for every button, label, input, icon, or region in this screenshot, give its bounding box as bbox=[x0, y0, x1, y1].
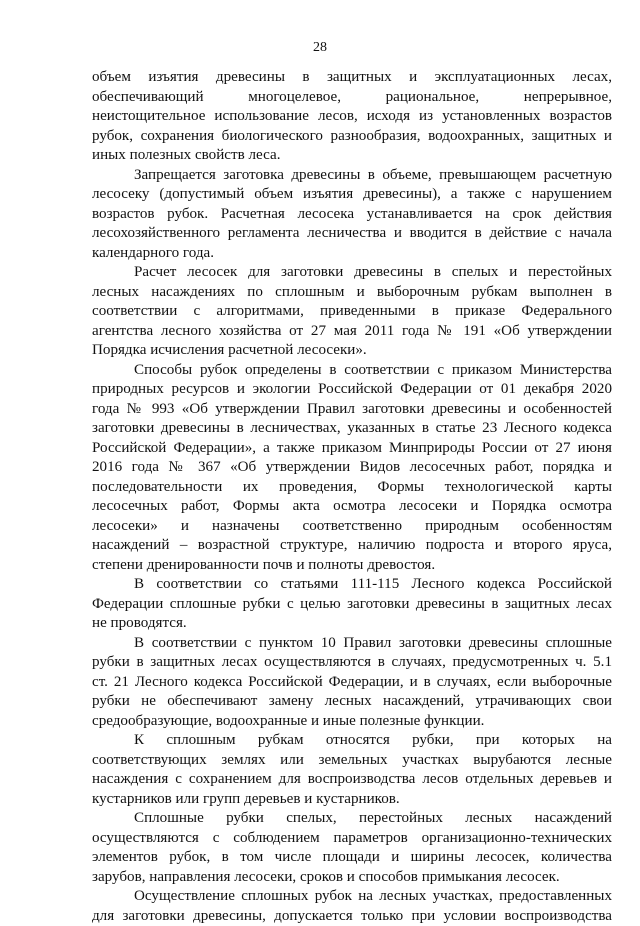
text-line: агентства лесного хозяйства от 27 мая 2011 года № 191 «Об утверждении bbox=[92, 322, 612, 342]
text-line: года № 993 «Об утверждении Правил заготовки древесины и особенностей bbox=[92, 400, 612, 420]
text-line: Осуществление сплошных рубок на лесных участках, предоставленных bbox=[92, 887, 612, 907]
paragraph bbox=[92, 575, 612, 634]
text-line: календарного года. bbox=[92, 244, 612, 264]
paragraph bbox=[92, 634, 612, 732]
paragraph bbox=[92, 887, 612, 926]
text-line: рубки не обеспечивают замену лесных насаждений, утрачивающих свои bbox=[92, 692, 612, 712]
text-line: лесосечных работ, Формы акта осмотра лесосеки и Порядка осмотра bbox=[92, 497, 612, 517]
text-line: Способы рубок определены в соответствии с приказом Министерства bbox=[92, 361, 612, 381]
text-line: Сплошные рубки спелых, перестойных лесных насаждений bbox=[92, 809, 612, 829]
text-line: ст. 21 Лесного кодекса Российской Федерации, и в случаях, если выборочные bbox=[92, 673, 612, 693]
text-line: иных полезных свойств леса. bbox=[92, 146, 612, 166]
text-line: лесосеки» и назначены соответственно природным особенностям bbox=[92, 517, 612, 537]
paragraph bbox=[92, 809, 612, 887]
paragraph bbox=[92, 361, 612, 576]
paragraph bbox=[92, 263, 612, 361]
text-line: средообразующие, водоохранные и иные полезные функции. bbox=[92, 712, 612, 732]
text-line: возрастов рубок. Расчетная лесосека устанавливается на срок действия bbox=[92, 205, 612, 225]
text-line: заготовки древесины в лесничествах, указанных в статье 23 Лесного кодекса bbox=[92, 419, 612, 439]
text-line: В соответствии с пунктом 10 Правил заготовки древесины сплошные bbox=[92, 634, 612, 654]
text-line: неистощительное использование лесов, исходя из установленных возрастов bbox=[92, 107, 612, 127]
text-line: рубки в защитных лесах осуществляются в случаях, предусмотренных ч. 5.1 bbox=[92, 653, 612, 673]
text-line: для заготовки древесины, допускается только при условии воспроизводства bbox=[92, 907, 612, 926]
paragraph bbox=[92, 731, 612, 809]
text-line: обеспечивающий многоцелевое, рациональное, непрерывное, bbox=[92, 88, 612, 108]
text-line: Порядка исчисления расчетной лесосеки». bbox=[92, 341, 612, 361]
text-line: насаждения с сохранением для воспроизводства лесов отдельных деревьев и bbox=[92, 770, 612, 790]
text-line: лесохозяйственного регламента лесничества и вводится в действие с начала bbox=[92, 224, 612, 244]
text-line: К сплошным рубкам относятся рубки, при которых на bbox=[92, 731, 612, 751]
text-line: 2016 года № 367 «Об утверждении Видов лесосечных работ, порядка и bbox=[92, 458, 612, 478]
text-line: не проводятся. bbox=[92, 614, 612, 634]
text-line: Российской Федерации», а также приказом Минприроды России от 27 июня bbox=[92, 439, 612, 459]
text-line: степени дренированности почв и полноты древостоя. bbox=[92, 556, 612, 576]
text-line: Расчет лесосек для заготовки древесины в спелых и перестойных bbox=[92, 263, 612, 283]
text-line: объем изъятия древесины в защитных и эксплуатационных лесах, bbox=[92, 68, 612, 88]
page-number: 28 bbox=[0, 40, 640, 56]
text-line: зарубов, направления лесосеки, сроков и способов примыкания лесосек. bbox=[92, 868, 612, 888]
text-line: лесных насаждениях по сплошным и выборочным рубкам выполнен в bbox=[92, 283, 612, 303]
text-line: последовательности их проведения, Формы технологической карты bbox=[92, 478, 612, 498]
text-line: элементов рубок, в том числе площади и ширины лесосек, количества bbox=[92, 848, 612, 868]
text-line: насаждений – возрастной структуре, наличию подроста и второго яруса, bbox=[92, 536, 612, 556]
paragraph bbox=[92, 68, 612, 166]
document-body bbox=[92, 68, 612, 926]
text-line: Федерации сплошные рубки с целью заготовки древесины в защитных лесах bbox=[92, 595, 612, 615]
paragraph bbox=[92, 166, 612, 264]
text-line: соответствующих землях или земельных участках вырубаются лесные bbox=[92, 751, 612, 771]
text-line: Запрещается заготовка древесины в объеме, превышающем расчетную bbox=[92, 166, 612, 186]
text-line: В соответствии со статьями 111-115 Лесного кодекса Российской bbox=[92, 575, 612, 595]
text-line: рубок, сохранения биологического разнообразия, водоохранных, защитных и bbox=[92, 127, 612, 147]
text-line: осуществляются с соблюдением параметров организационно-технических bbox=[92, 829, 612, 849]
text-line: лесосеку (допустимый объем изъятия древесины), а также с нарушением bbox=[92, 185, 612, 205]
text-line: кустарников или групп деревьев и кустарников. bbox=[92, 790, 612, 810]
text-line: природных ресурсов и экологии Российской Федерации от 01 декабря 2020 bbox=[92, 380, 612, 400]
text-line: соответствии с алгоритмами, приведенными в приказе Федерального bbox=[92, 302, 612, 322]
